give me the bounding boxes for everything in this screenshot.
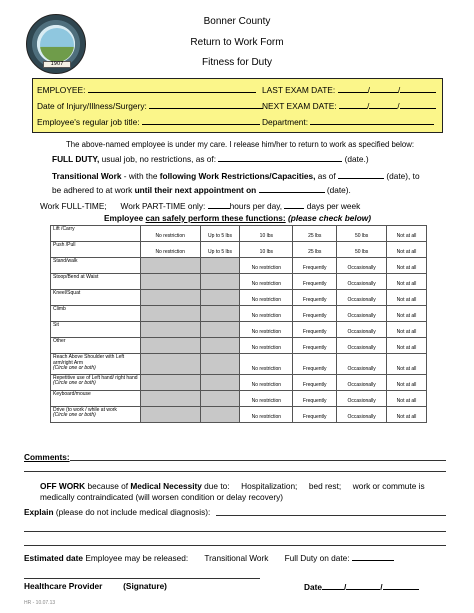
full-duty-label: FULL DUTY, xyxy=(52,154,100,164)
healthcare-provider-label: Healthcare Provider xyxy=(24,581,103,591)
bed-rest-option[interactable]: bed rest; xyxy=(308,481,342,491)
option-cell[interactable]: Frequently xyxy=(293,306,337,322)
option-cell[interactable]: No restriction xyxy=(240,322,293,338)
date-sep: / xyxy=(343,582,347,592)
explain-line-1[interactable] xyxy=(216,515,446,516)
option-cell[interactable]: No restriction xyxy=(240,274,293,290)
option-cell[interactable]: Frequently xyxy=(293,274,337,290)
function-row xyxy=(51,290,427,306)
explain-text: (please do not include medical diagnosis): xyxy=(53,507,211,517)
activity-cell xyxy=(51,354,141,375)
activity-cell xyxy=(51,306,141,322)
signature-label: (Signature) xyxy=(123,581,167,591)
function-row xyxy=(51,322,427,338)
seal-year: 1907 xyxy=(43,61,71,68)
shaded-cell xyxy=(140,406,200,422)
shaded-cell xyxy=(140,274,200,290)
functions-table xyxy=(50,225,427,423)
full-duty-date-input[interactable] xyxy=(352,552,394,561)
option-cell[interactable]: Frequently xyxy=(293,338,337,354)
option-cell[interactable]: Frequently xyxy=(293,354,337,375)
date-sep: / xyxy=(380,582,383,592)
activity-label: Stoop/Bend at Waist xyxy=(53,274,99,280)
option-cell[interactable]: Frequently xyxy=(293,258,337,274)
option-cell[interactable]: Up to 5 lbs xyxy=(200,242,240,258)
comments-line-1[interactable] xyxy=(70,460,446,461)
transitional-line2b: until their next appointment on xyxy=(134,185,257,195)
shaded-cell xyxy=(140,322,200,338)
activity-cell xyxy=(51,338,141,354)
function-row xyxy=(51,374,427,390)
estimated-date-label: Estimated date xyxy=(24,553,84,563)
intro-text: The above-named employee is under my care. I release him/her to return to work as specified below: xyxy=(66,140,414,149)
function-row xyxy=(51,390,427,406)
transitional-work-option[interactable]: Transitional Work xyxy=(204,553,269,563)
option-cell[interactable]: No restriction xyxy=(240,306,293,322)
activity-label: Keyboard/mouse xyxy=(53,390,91,397)
shaded-cell xyxy=(200,274,240,290)
option-cell[interactable]: Not at all xyxy=(387,338,427,354)
full-duty-date-option[interactable]: Full Duty on date: xyxy=(284,553,350,563)
job-title-field[interactable] xyxy=(142,116,260,125)
date-sep: / xyxy=(397,85,401,95)
injury-date-field[interactable] xyxy=(149,100,263,109)
option-cell[interactable]: Not at all xyxy=(387,390,427,406)
activity-cell xyxy=(51,274,141,290)
option-cell[interactable]: No restriction xyxy=(240,354,293,375)
shaded-cell xyxy=(200,390,240,406)
option-cell[interactable]: Occasionally xyxy=(337,338,387,354)
function-row xyxy=(51,258,427,274)
option-cell[interactable]: No restriction xyxy=(240,374,293,390)
function-row xyxy=(51,306,427,322)
activity-note: (Circle one or both) xyxy=(53,365,96,372)
functions-title-c: (please check below) xyxy=(285,213,371,223)
option-cell[interactable]: No restriction xyxy=(140,242,200,258)
shaded-cell xyxy=(200,374,240,390)
shaded-cell xyxy=(140,390,200,406)
shaded-cell xyxy=(140,354,200,375)
option-cell[interactable]: No restriction xyxy=(240,390,293,406)
employee-label: EMPLOYEE: xyxy=(37,85,86,95)
signature-line[interactable] xyxy=(24,578,260,579)
last-exam-month[interactable] xyxy=(338,84,368,93)
option-cell[interactable]: 25 lbs xyxy=(293,226,337,242)
shaded-cell xyxy=(200,406,240,422)
option-cell[interactable]: Occasionally xyxy=(337,390,387,406)
option-cell[interactable]: Frequently xyxy=(293,290,337,306)
estimated-text: Employee may be released: xyxy=(83,553,189,563)
full-duty-text: usual job, no restrictions, as of: xyxy=(101,154,217,164)
option-cell[interactable]: 50 lbs xyxy=(337,242,387,258)
date-sep: / xyxy=(367,85,370,95)
shaded-cell xyxy=(200,290,240,306)
shaded-cell xyxy=(140,306,200,322)
option-cell[interactable]: No restriction xyxy=(240,290,293,306)
comments-line-2[interactable] xyxy=(24,471,446,472)
transitional-bold-text: following Work Restrictions/Capacities, xyxy=(159,171,316,181)
option-cell[interactable]: Occasionally xyxy=(337,374,387,390)
option-cell[interactable]: Frequently xyxy=(293,390,337,406)
option-cell[interactable]: Occasionally xyxy=(337,290,387,306)
option-cell[interactable]: Not at all xyxy=(387,406,427,422)
full-time-label: Work FULL-TIME; xyxy=(40,201,107,211)
medical-necessity-label: Medical Necessity xyxy=(130,481,202,491)
option-cell[interactable]: Occasionally xyxy=(337,406,387,422)
sign-date-month[interactable] xyxy=(322,581,347,592)
activity-label: Drive (to work / while at work xyxy=(53,406,117,413)
activity-label: Repetitive use of Left hand/ right hand xyxy=(53,374,138,381)
department-field[interactable] xyxy=(310,116,434,125)
option-cell[interactable]: Frequently xyxy=(293,374,337,390)
job-title-label: Employee's regular job title: xyxy=(37,117,140,127)
next-exam-day[interactable] xyxy=(366,100,400,111)
option-cell[interactable]: Occasionally xyxy=(337,274,387,290)
off-work-line2: medically contraindicated (will worsen condition or delay recovery) xyxy=(40,492,284,502)
transitional-line2a: be adhered to at work xyxy=(52,185,135,195)
function-row xyxy=(51,226,427,242)
shaded-cell xyxy=(200,322,240,338)
transitional-text1: - with the xyxy=(121,171,160,181)
transitional-label: Transitional Work xyxy=(52,171,122,181)
option-cell[interactable]: No restriction xyxy=(140,226,200,242)
last-exam-year[interactable] xyxy=(397,84,436,95)
form-title: Return to Work Form xyxy=(190,37,284,48)
comments-label: Comments: xyxy=(24,452,70,462)
explain-line-2[interactable] xyxy=(24,531,446,532)
shaded-cell xyxy=(140,338,200,354)
next-exam-month[interactable] xyxy=(339,100,370,111)
transitional-suffix1: (date), to xyxy=(386,171,420,181)
date-sep: / xyxy=(397,101,400,111)
option-cell[interactable]: Not at all xyxy=(387,354,427,375)
functions-title-a: Employee xyxy=(104,213,146,223)
full-duty-suffix: (date.) xyxy=(344,154,369,164)
option-cell[interactable]: Not at all xyxy=(387,322,427,338)
commute-option[interactable]: work or commute is xyxy=(352,481,425,491)
option-cell[interactable]: Occasionally xyxy=(337,322,387,338)
option-cell[interactable]: Not at all xyxy=(387,242,427,258)
full-duty-date-field[interactable] xyxy=(218,153,342,162)
activity-label: Push /Pull xyxy=(53,242,76,248)
shaded-cell xyxy=(140,374,200,390)
county-title: Bonner County xyxy=(203,16,271,27)
days-per-week-field[interactable] xyxy=(284,200,304,209)
option-cell[interactable]: Not at all xyxy=(387,274,427,290)
function-row xyxy=(51,338,427,354)
shaded-cell xyxy=(140,290,200,306)
last-exam-day[interactable] xyxy=(367,84,401,95)
date-sep: / xyxy=(366,101,370,111)
function-row xyxy=(51,354,427,375)
sign-date-year[interactable] xyxy=(383,581,419,590)
functions-title-b: can safely perform these functions: xyxy=(145,213,286,223)
function-row xyxy=(51,274,427,290)
option-cell[interactable]: Occasionally xyxy=(337,306,387,322)
option-cell[interactable]: No restriction xyxy=(240,338,293,354)
transitional-text2: as of xyxy=(315,171,336,181)
option-cell[interactable]: Not at all xyxy=(387,306,427,322)
option-cell[interactable]: Not at all xyxy=(387,374,427,390)
shaded-cell xyxy=(200,306,240,322)
function-row xyxy=(51,242,427,258)
employee-field[interactable] xyxy=(88,84,256,93)
form-subtitle: Fitness for Duty xyxy=(201,57,273,68)
shaded-cell xyxy=(200,258,240,274)
next-appointment-date-field[interactable] xyxy=(259,184,325,193)
off-work-text2: due to: xyxy=(201,481,230,491)
activity-cell xyxy=(51,258,141,274)
activity-cell xyxy=(51,242,141,258)
explain-line-3[interactable] xyxy=(24,545,446,546)
activity-cell xyxy=(51,290,141,306)
option-cell[interactable]: Occasionally xyxy=(337,258,387,274)
activity-label: Reach Above Shoulder with Left arm/right Arm xyxy=(53,354,125,366)
off-work-label: OFF WORK xyxy=(40,481,86,491)
activity-label: Stand/walk xyxy=(53,258,78,264)
option-cell[interactable]: No restriction xyxy=(240,258,293,274)
option-cell[interactable]: 25 lbs xyxy=(293,242,337,258)
function-row xyxy=(51,406,427,422)
activity-note: (Circle one or both) xyxy=(53,380,96,387)
option-cell[interactable]: Not at all xyxy=(387,226,427,242)
option-cell[interactable]: No restriction xyxy=(240,406,293,422)
option-cell[interactable]: Not at all xyxy=(387,258,427,274)
activity-cell xyxy=(51,374,141,390)
activity-label: Other xyxy=(53,338,66,344)
option-cell[interactable]: Frequently xyxy=(293,322,337,338)
next-exam-label: NEXT EXAM DATE: xyxy=(262,101,337,111)
next-exam-year[interactable] xyxy=(400,100,436,109)
transitional-date-field[interactable] xyxy=(338,170,384,179)
activity-label: Lift /Carry xyxy=(53,226,75,232)
activity-cell xyxy=(51,322,141,338)
footer-code: HR - 10.07.13 xyxy=(24,600,56,606)
hours-per-day-field[interactable] xyxy=(208,200,230,209)
shaded-cell xyxy=(140,258,200,274)
option-cell[interactable]: 10 lbs xyxy=(240,242,293,258)
option-cell[interactable]: Up to 5 lbs xyxy=(200,226,240,242)
part-time-label: Work PART-TIME only: xyxy=(120,201,206,211)
date-label: Date xyxy=(304,582,322,592)
activity-cell xyxy=(51,390,141,406)
hours-label: hours per day, xyxy=(229,201,283,211)
activity-label: Sit xyxy=(53,322,59,328)
hospitalization-option[interactable]: Hospitalization; xyxy=(241,481,298,491)
option-cell[interactable]: 50 lbs xyxy=(337,226,387,242)
option-cell[interactable]: Frequently xyxy=(293,406,337,422)
sign-date-day[interactable] xyxy=(343,581,383,592)
injury-date-label: Date of Injury/Illness/Surgery: xyxy=(37,101,147,111)
activity-cell xyxy=(51,406,141,422)
option-cell[interactable]: 10 lbs xyxy=(240,226,293,242)
transitional-suffix2: (date). xyxy=(326,185,351,195)
department-label: Department: xyxy=(262,117,309,127)
option-cell[interactable]: Not at all xyxy=(387,290,427,306)
shaded-cell xyxy=(200,338,240,354)
days-label: days per week xyxy=(306,201,361,211)
off-work-text1: because of xyxy=(85,481,131,491)
activity-note: (Circle one or both) xyxy=(53,412,96,419)
last-exam-label: LAST EXAM DATE: xyxy=(262,85,336,95)
activity-cell xyxy=(51,226,141,242)
shaded-cell xyxy=(200,354,240,375)
activity-label: Climb xyxy=(53,306,66,312)
explain-label: Explain xyxy=(24,507,54,517)
activity-label: Kneel/Squat xyxy=(53,290,81,296)
option-cell[interactable]: Occasionally xyxy=(337,354,387,375)
